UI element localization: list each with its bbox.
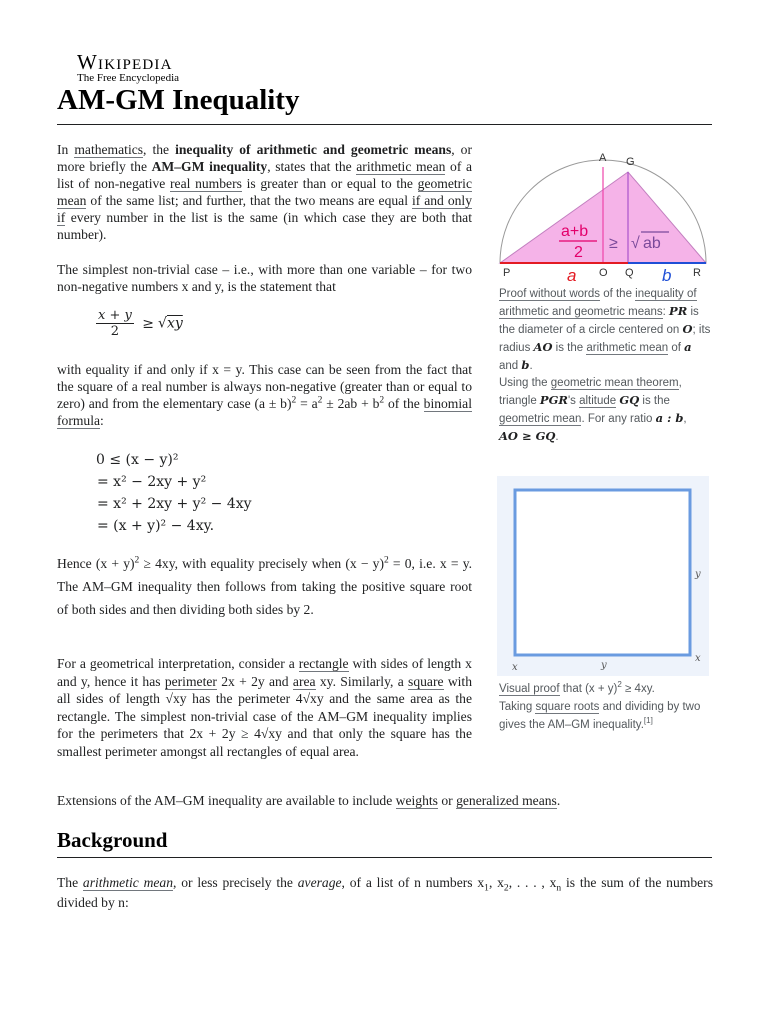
label-o-point: O: [599, 267, 608, 279]
link-caption-geometric-mean[interactable]: geometric mean: [499, 413, 582, 425]
label-a-length: a: [567, 266, 577, 283]
section-heading-background: Background: [57, 828, 168, 852]
derivation-block: [96, 449, 252, 537]
derivation-line: = (x + y)² − 4xy.: [97, 518, 215, 534]
reference-link[interactable]: [1]: [643, 716, 653, 726]
bold-term: inequality of arithmetic and geometric means: [175, 142, 452, 157]
am-gm-formula: $\frac{x + y}{2}$ ≥ √xy: [98, 308, 183, 339]
page-title: AM-GM Inequality: [57, 84, 300, 116]
label-p-point: P: [503, 267, 511, 279]
proof-without-words-figure[interactable]: [497, 148, 709, 283]
derivation-line: = x² + 2xy + y² − 4xy: [97, 496, 252, 512]
label-frac-numerator: a+b: [561, 223, 589, 240]
figure2-caption: Visual proof that $(x + y)^2 \ge 4xy$. Taking square roots and dividing by two gives the AM–GM inequality.[1]: [499, 680, 701, 731]
link-inequality-am-gm[interactable]: inequality of arithmetic and geometric means: [499, 288, 697, 318]
link-area[interactable]: area: [292, 673, 316, 689]
label-y-right: y: [695, 569, 701, 580]
formula-relation: ≥: [142, 315, 155, 332]
formula-rhs: xy: [166, 315, 183, 332]
link-if-and-only-if[interactable]: if and only if: [57, 193, 472, 225]
label-x-right: x: [695, 653, 701, 664]
link-binomial-formula[interactable]: binomial formula: [57, 396, 472, 428]
link-geometric-mean-theorem[interactable]: geometric mean theorem: [550, 377, 679, 389]
formula-denominator: 2: [110, 324, 120, 339]
link-weights[interactable]: weights: [395, 793, 438, 808]
proof-paragraph: with equality if and only if x = y. This case can be seen from the fact that the square of a real number is always non-negative (greater than or equal to zero) and from the elementary case $(a \pm b)^2 = a^2 \pm 2ab + b^2$ of the binomial formula:: [57, 362, 472, 428]
logo-wordmark: Wikipedia: [77, 50, 173, 74]
link-mathematics[interactable]: mathematics: [74, 142, 144, 157]
label-q-point: Q: [625, 267, 634, 279]
label-sqrt-ab: ab: [643, 235, 661, 252]
derivation-line: 0 ≤ (x − y)²: [96, 452, 179, 468]
link-arithmetic-mean[interactable]: arithmetic mean: [356, 159, 446, 174]
background-paragraph: The arithmetic mean, or less precisely the average, of a list of n numbers $x_1$, $x_2$, . . . , $x_n$ is the sum of the numbers divided by n:: [57, 875, 713, 910]
label-y-bottom: y: [601, 660, 607, 671]
sqrt-icon: √: [631, 235, 640, 252]
logo-tagline: The Free Encyclopedia: [77, 72, 180, 84]
label-x-left: x: [512, 662, 518, 673]
simple-case-paragraph: The simplest non-trivial case – i.e., with more than one variable – for two non-negative numbers x and y, is the statement that: [57, 262, 472, 294]
title-divider: [57, 124, 712, 125]
section-divider: [57, 857, 712, 858]
geometric-paragraph: For a geometrical interpretation, consider a rectangle with sides of length x and y, hence it has perimeter 2x + 2y and area xy. Similarly, a square with all sides of length √xy has the perimeter 4√xy and the same area as the rectangle. The simplest non-trivial case of the AM–GM inequality implies for the perimeters that 2x + 2y ≥ 4√xy and that only the square has the smallest perimeter amongst all rectangles of equal area.: [57, 656, 472, 759]
derivation-line: = x² − 2xy + y²: [97, 474, 207, 490]
link-proof-without-words[interactable]: Proof without words: [499, 288, 600, 300]
figure1-caption: Proof without words of the inequality of arithmetic and geometric means: PR is the diameter of a circle centered on O; its radius AO is the arithmetic mean of a and b. Using the geometric mean theorem, triangle PGR's altitude GQ is the geometric mean. For any ratio a : b, AO ≥ GQ.: [499, 288, 711, 443]
link-visual-proof[interactable]: Visual proof: [499, 683, 560, 695]
link-altitude[interactable]: altitude: [579, 395, 617, 407]
link-square[interactable]: square: [408, 673, 444, 689]
label-g-point: G: [626, 156, 635, 168]
square-outline: [515, 490, 690, 655]
link-perimeter[interactable]: perimeter: [164, 673, 217, 689]
link-geometric-mean[interactable]: geometric mean: [57, 176, 472, 208]
link-caption-arithmetic-mean[interactable]: arithmetic mean: [586, 342, 669, 354]
link-rectangle[interactable]: rectangle: [298, 656, 349, 671]
label-ge: ≥: [609, 235, 618, 252]
link-real-numbers[interactable]: real numbers: [170, 176, 242, 191]
link-square-roots[interactable]: square roots: [535, 701, 600, 713]
label-frac-denominator: 2: [574, 244, 583, 261]
label-b-length: b: [662, 266, 672, 283]
link-background-arithmetic-mean[interactable]: arithmetic mean: [82, 875, 174, 890]
bold-term-short: AM–GM inequality: [151, 159, 268, 174]
visual-proof-figure[interactable]: [497, 476, 709, 676]
label-a-point: A: [599, 152, 607, 164]
link-generalized-means[interactable]: generalized means: [456, 793, 557, 808]
formula-numerator: x + y: [98, 308, 132, 323]
hence-paragraph: Hence $(x + y)^2 \ge 4xy$, with equality precisely when $(x - y)^2 = 0$, i.e. x = y. The AM–GM inequality then follows from taking the positive square root of both sides and then dividing both sides by 2.: [57, 555, 473, 617]
extensions-paragraph: Extensions of the AM–GM inequality are available to include weights or generalized means.: [57, 793, 561, 808]
label-r-point: R: [693, 267, 701, 279]
wikipedia-logo[interactable]: [77, 50, 179, 84]
intro-paragraph: In mathematics, the inequality of arithmetic and geometric means, or more briefly the AM–GM inequality, states that the arithmetic mean of a list of non-negative real numbers is greater than or equal to the geometric mean of the same list; and further, that the two means are equal if and only if every number in the list is the same (in which case they are both that number).: [57, 142, 472, 242]
